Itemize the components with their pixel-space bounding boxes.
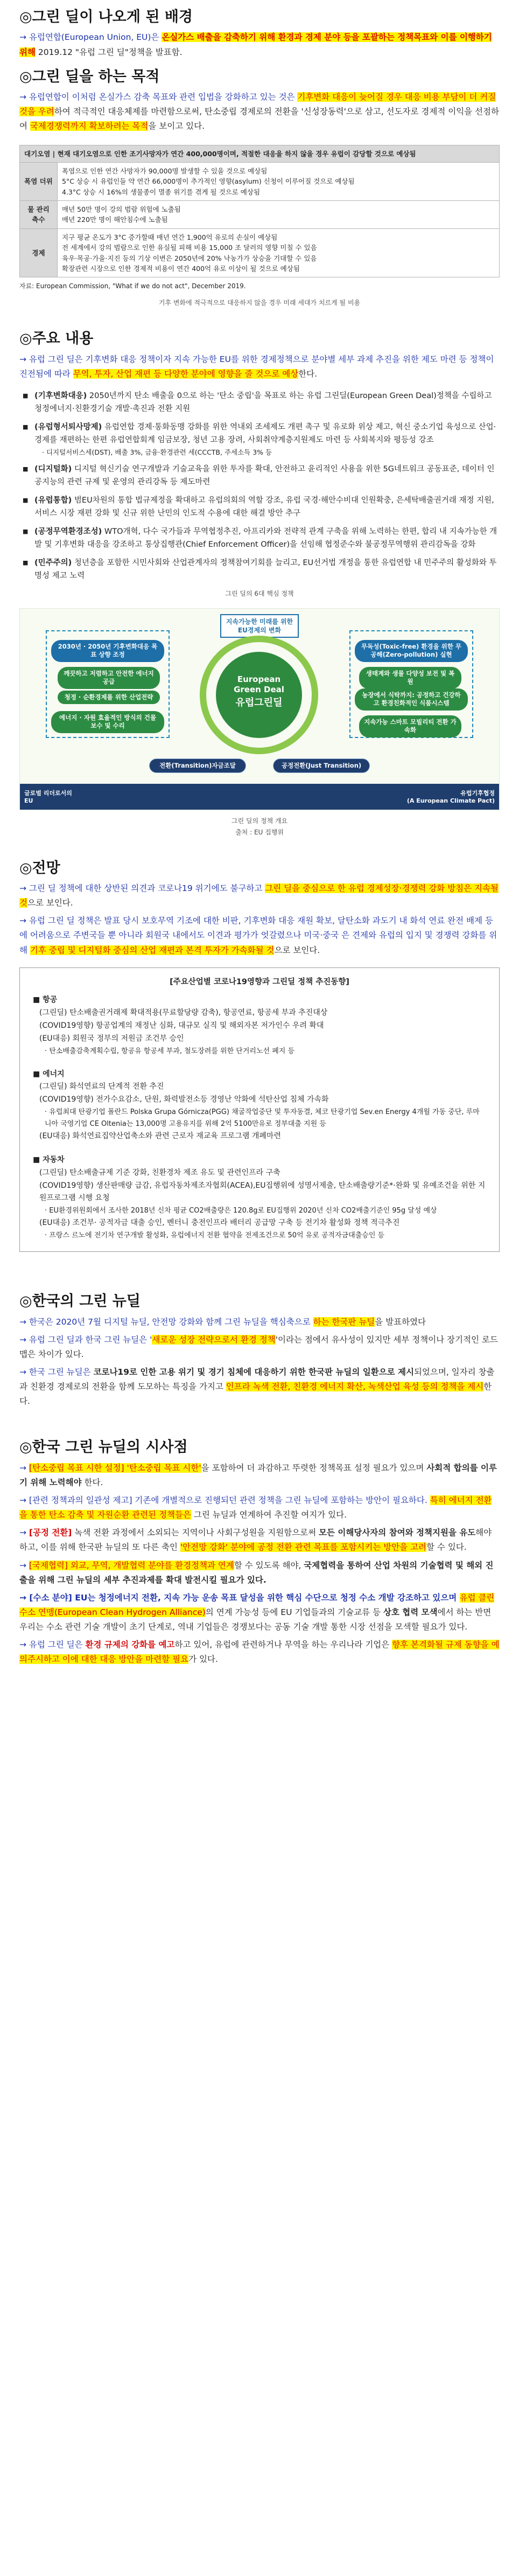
row-content bbox=[58, 201, 500, 229]
policy-line: (COVID19영향) 생산판매량 급감, 유럽자동차제조자협회(ACEA),EU집행위에 성명서제출, 탄소배출량기준*·완화 및 유예조건을 위한 지원프로그램 시행 요청 bbox=[39, 1181, 486, 1203]
highlight-text: 하는 한국판 뉴딜 bbox=[313, 1317, 375, 1327]
section-title-implications: ◎한국 그린 뉴딜의 시사점 bbox=[19, 1439, 188, 1456]
highlight-text: 특히 에너지 전환을 통한 탄소 감축 및 자원순환 관련된 정책들은 bbox=[19, 1495, 492, 1520]
list-item bbox=[34, 526, 500, 552]
bullet-text: 범EU차원의 통합 법규제정을 확대하고 유럽의회의 역할 강조, 유럽 국경·해안수비대 인원확충, 은세탁배출권거래 재정 지원, 서비스 시장 재편 강화 및 신규 위한 난민의 인도적 수용에 대한 해결 방안 추구 bbox=[34, 496, 494, 518]
row-content bbox=[58, 162, 500, 200]
bullet-subtext: · 디지털서비스세(DST), 배출 3%, 금융·환경관련 세(CCCTB, 주세소득 3% 등 bbox=[42, 448, 272, 456]
implication-paragraph-1: → [탄소중립 목표 시한 설정] '탄소중립 목표 시한'을 포함하여 더 과감하고 뚜렷한 정책목표 설정 필요가 있으며 사회적 합의를 이루기 위해 노력해야 한다. bbox=[19, 1463, 497, 1487]
policy-line: (COVID19영향) 전가수요감소, 단원, 화력발전소등 경영난 악화에 석탄산업 침체 가속화 bbox=[39, 1095, 329, 1104]
left-pill: 2030년 · 2050년 기후변화대응 목표 상향 조정 bbox=[51, 640, 164, 662]
highlight-text: [탄소중립 목표 시한 설정] '탄소중립 목표 시한' bbox=[29, 1463, 201, 1473]
bullet-head: (유럽형서퇴사망제) bbox=[34, 422, 102, 431]
section-title-purpose: ◎그린 딜을 하는 목적 bbox=[19, 68, 160, 85]
row-line: 매년 220만 명이 해안침수에 노출됨 bbox=[62, 215, 168, 224]
policy-line: (COVID19영향) 항공업계의 재정난 심화, 대규모 실직 및 해외자본 저가인수 우려 확대 bbox=[39, 1021, 324, 1030]
bullet-head: (공정무역환경조성) bbox=[34, 527, 102, 536]
paragraph-tail: 한다. bbox=[298, 368, 318, 379]
paragraph-text: 하여 적극적인 대응체제를 마련함으로써, 탄소중립 경제로의 전환을 '신성장동력'으로 삼고, 선도자로 경제적 이익을 선점하여 bbox=[19, 107, 499, 131]
list-item bbox=[34, 557, 500, 583]
paragraph-tail: 한다. bbox=[19, 1382, 492, 1407]
highlight-text: 새로운 성장 전략으로서 환경 정책 bbox=[152, 1334, 276, 1345]
paragraph-tail: '이라는 점에서 유사성이 있지만 세부 정책이나 장기적인 로드맵은 차이가 있다. bbox=[19, 1334, 498, 1359]
implication-paragraph-5: → [수소 분야] EU는 청정에너지 전환, 지속 가능 운송 목표 달성을 위한 핵심 수단으로 청정 수소 개발 강조하고 있으며 유럽 클린 수소 연맹(European Clean Hydrogen Alliance)의 연계 가능성 등에 EU 기업들과의 기술교류 등 상호 협력 모색에서 하는 반면 우리는 수소 관련 기술 개발이 초기 단계로, 역내 기업들은 경쟁보다는 공동 기술 개발 통한 시장 선점을 모색할 필요가 있다. bbox=[19, 1592, 495, 1632]
paragraph-lead: → 유럽연합이 이처럼 온실가스 감축 목표와 관련 입법을 강화하고 있는 것은 bbox=[19, 92, 298, 102]
bold-text: 코로나19로 인한 고용 위기 및 경기 침체에 대응하기 위한 한국판 뉴딜의 일환으로 제시 bbox=[93, 1367, 414, 1377]
highlight-text: 기후 중립 및 디지털화 중심의 산업 재편과 본격 투자가 가속화될 것 bbox=[30, 945, 275, 955]
highlight-text: 기후변화 대응이 늦어질 경우 대응 비용 부담이 더 커질 것을 우려 bbox=[19, 92, 496, 117]
bullet-head: (디지털화) bbox=[34, 465, 72, 474]
row-content bbox=[58, 228, 500, 277]
bold-text: 국제협력을 통하여 산업 차원의 기술협력 및 해외 진출을 위해 그린 뉴딜의 세부 추진과제를 확대 발전시킬 필요가 있다. bbox=[19, 1560, 494, 1585]
policy-bullet-list bbox=[19, 390, 500, 583]
row-label: 물 관리 축수 bbox=[20, 201, 58, 229]
bullet-text: 2050년까지 탄소 배출을 0으로 하는 '탄소 중립'을 목표로 하는 유럽 그린딜(European Green Deal)정책을 수립하고 청정에너지·친환경기술 개발·촉진과 전환 지원 bbox=[34, 391, 492, 413]
policy-line: (그린딜) 화석연료의 단계적 전환 추진 bbox=[39, 1082, 164, 1091]
paragraph-tail: 으로 보인다. bbox=[274, 945, 320, 955]
policy-line: (EU대응) 화석연료집약산업축소와 관련 근로자 재교육 프로그램 개폐마련 bbox=[39, 1132, 281, 1141]
table-source: 자료: European Commission, "What if we do not act", December 2019. bbox=[19, 282, 246, 290]
bullet-text: 유럽연합 경제·통화동맹 강화를 위한 역내외 조세제도 개편 촉구 및 유로화 위상 제고, 혁신 중소기업 육성으로 산업·경제를 재편하는 한편 유럽연합회계 임금보장, 청년 고용 장려, 사회취약계층지원제도 마련 등 사회복지와 평등성 강조 bbox=[34, 422, 496, 444]
implication-paragraph-3: → [공정 전환] 녹색 전환 과정에서 소외되는 지역이나 사회구성원을 지원함으로써 모든 이해당사자의 참여와 정책지원을 유도해야 하고, 이를 위해 한국판 뉴딜의 또 다른 축인 '안전망 강화' 분야에 공정 전환 관련 목표를 포함시키는 방안을 고려할 수 있다. bbox=[19, 1528, 492, 1552]
corner-label-left: 글로벌 리더로서의 EU bbox=[24, 790, 72, 805]
row-line: 4.3°C 상승 시 16%의 생물종이 멸종 위기를 겪게 될 것으로 예상됨 bbox=[62, 187, 261, 196]
highlight-text: 향후 본격화될 규제 동향을 예의주시하고 이에 대한 대응 방안을 마련할 필요 bbox=[19, 1640, 500, 1665]
purpose-paragraph bbox=[19, 90, 500, 134]
korea-paragraph-1 bbox=[19, 1315, 500, 1329]
highlight-text: '안전망 강화' 분야에 공정 전환 관련 목표를 포함시키는 방안을 고려 bbox=[180, 1542, 427, 1552]
policy-subline: · EU환경위원회에서 조사한 2018년 신차 평균 CO2배출량은 120.8g로 EU집행위 2020년 신차 CO2배출기준인 95g 달성 예상 bbox=[45, 1207, 437, 1215]
policy-line: (EU대응) 조건부· 공적자금 대출 승인, 벤터니 충전인프라 배터리 공급망 구축 등 전기차 활성화 정책 적극추진 bbox=[39, 1219, 400, 1228]
highlight-text: 온실가스 배출을 감축하기 위해 환경과 경제 분야 등을 포괄하는 정책목표와 이를 이행하기 위해 bbox=[19, 32, 492, 57]
paragraph-tail: 을 보이고 있다. bbox=[148, 121, 205, 131]
row-line: 지구 평균 온도가 3°C 증가할때 매년 연간 1,900억 유로의 손실이 예상됨 bbox=[62, 233, 278, 241]
outlook-paragraph-1 bbox=[19, 881, 500, 910]
section-title-outlook: ◎전망 bbox=[19, 859, 60, 876]
implication-paragraph-2: → [관련 정책과의 일관성 제고] 기존에 개별적으로 진행되던 관련 정책을 그린 뉴딜에 포함하는 방안이 필요하다. 특히 에너지 전환을 통한 탄소 감축 및 자원순환 관련된 정책들은 그린 뉴딜과 연계하여 추진할 여지가 있다. bbox=[19, 1495, 492, 1520]
paragraph-lead: → 유럽 그린 딜은 기후변화 대응 정책이자 지속 가능한 EU를 위한 경제정책으로 분야별 세부 과제 추진을 위한 제도 마련 등 정책이 진전됨에 따라 bbox=[19, 354, 494, 379]
row-line: 매년 50만 명이 강의 범람 위험에 노출됨 bbox=[62, 205, 181, 213]
table-row bbox=[20, 228, 500, 277]
left-pill: 깨끗하고 저렴하고 안전한 에너지 공급 bbox=[58, 667, 160, 689]
policy-line: (그린딜) 탄소배출규제 기준 강화, 친환경차 제조 유도 및 관련인프라 구축 bbox=[39, 1168, 280, 1177]
bullet-text: WTO개혁, 다수 국가들과 무역협정추진, 아프리카와 전략적 관계 구축을 위해 노력하는 한편, 합리 내 지속가능한 개발 및 기후변화 대응을 강조하고 통상집행관(Chief Enforcement Officer)을 선임해 협정준수와 불공정무역행위 관리감독을 강화 bbox=[34, 527, 497, 549]
policy-subline: · 유럽최대 탄광기업 폴란드 Polska Grupa Górnicza(PGG) 채굴작업중단 및 투자동결, 체코 탄광기업 Sev.en Energy 4개월 가동 중단, 루마니아 국영기업 CE Oltenia는 13,000명 고용유지를 위해 2억 5100만유로 정부대출 지원 등 bbox=[45, 1108, 480, 1129]
outlook-paragraph-2 bbox=[19, 914, 500, 957]
list-item bbox=[34, 421, 500, 458]
left-pill: 에너지 · 자원 효율적인 방식의 건물 보수 및 수리 bbox=[51, 711, 164, 733]
section-title-main-content: ◎주요 내용 bbox=[19, 330, 94, 347]
list-item bbox=[34, 495, 500, 520]
red-text: [공정 전환] bbox=[29, 1528, 72, 1538]
bottom-left-pill: 전환(Transition)자금조달 bbox=[149, 758, 246, 774]
paragraph-lead: → 한국 그린 뉴딜은 bbox=[19, 1367, 94, 1377]
row-line: 확장관련 시장으로 인한 경제적 비용이 연간 400억 유로 이상이 될 것으로 예상됨 bbox=[62, 264, 300, 273]
paragraph-tail: 2019.12 "유럽 그린 딜"정책을 발표함. bbox=[35, 47, 183, 57]
row-label: 폭염 더위 bbox=[20, 162, 58, 200]
list-item bbox=[34, 463, 500, 489]
policy-subline: · 프랑스 르노에 전기차 연구개발 활성화, 유럽에너지 전환 협약을 전제조건으로 50억 유로 공적자금대출승인 등 bbox=[45, 1231, 385, 1240]
policy-summary-box bbox=[19, 967, 500, 1252]
highlight-text: 인프라 녹색 전환, 친환경 에너지 확산, 녹색산업 육성 등의 정책을 제시 bbox=[226, 1382, 484, 1392]
highlight-text: 무역, 투자, 산업 재편 등 다양한 분야에 영향을 줄 것으로 예상 bbox=[73, 368, 299, 379]
bold-text: 사회적 합의를 이루기 위해 노력해야 bbox=[19, 1463, 497, 1487]
policy-subline: · 탄소배출감축계획수립, 항공유 항공세 부과, 철도장려를 위한 단거리노선 폐지 등 bbox=[45, 1047, 295, 1055]
bold-text: 모든 이해당사자의 참여와 정책지원을 유도 bbox=[319, 1528, 476, 1538]
paragraph-text: 되었으며, 일자리 창출과 친환경 경제로의 전환을 함께 도모하는 특징을 가지고 bbox=[19, 1367, 495, 1392]
policy-category: ■ 자동차 bbox=[33, 1154, 486, 1167]
right-pill: 농장에서 식탁까지: 공정하고 건강하고 환경친화적인 식품시스템 bbox=[355, 688, 468, 711]
diagram-title: 그린 딜의 6대 핵심 정책 bbox=[225, 589, 294, 597]
red-text: 환경 규제의 강화를 예고 bbox=[85, 1640, 175, 1650]
highlight-text: 국제경쟁력까지 확보하려는 목적 bbox=[30, 121, 149, 131]
main-content-paragraph bbox=[19, 352, 500, 381]
policy-line: (그린딜) 탄소배출권거래제 확대적용(무료할당량 감축), 항공연료, 항공세 부과 추진대상 bbox=[39, 1008, 328, 1018]
table-caption: 기후 변화에 적극적으로 대응하지 않을 경우 미래 세대가 치르게 될 비용 bbox=[158, 299, 361, 307]
center-label-3: 유럽그린딜 bbox=[235, 697, 283, 708]
row-line: 전 세계에서 강의 범람으로 인한 유실될 피해 비용 15,000 조 달러의 영향 미칠 수 있음 bbox=[62, 243, 317, 252]
paragraph-lead: → 그린 딜 정책에 대한 상반된 의견과 코로나19 위기에도 불구하고 bbox=[19, 883, 265, 894]
cost-table bbox=[19, 145, 500, 278]
center-label-1: European bbox=[237, 674, 281, 684]
paragraph-lead: → 유럽연합(European Union, EU)은 bbox=[19, 32, 162, 43]
bullet-text: 청년층을 포함한 시민사회와 산업관계자의 정책참여기회를 늘리고, EU선거법 개정을 통한 유럽연합 내 민주주의 활성화와 투명성 제고 노력 bbox=[34, 558, 497, 580]
right-pill: 지속가능 스마트 모빌리티 전환 가속화 bbox=[359, 715, 461, 737]
bullet-head: (기후변화대응) bbox=[34, 391, 87, 400]
bullet-head: (민주주의) bbox=[34, 558, 72, 567]
bullet-text: 디지털 혁신기술 연구개발과 기술교육을 위한 투자를 확대, 안전하고 윤리적인 사용을 위한 5G네트워크 공동표준, 데이터 인공지능의 관련 규제 및 운영의 관리강독 등 제도마련 bbox=[34, 465, 495, 487]
corner-label-right: 유럽기후협정 (A European Climate Pact) bbox=[406, 790, 495, 805]
implication-paragraph-6: → 유럽 그린 딜은 환경 규제의 강화를 예고하고 있어, 유럽에 관련하거나 무역을 하는 우리나라 기업은 향후 본격화될 규제 동향을 예의주시하고 이에 대한 대응 방안을 마련할 필요가 있다. bbox=[19, 1640, 500, 1665]
korea-paragraph-2 bbox=[19, 1333, 500, 1362]
green-deal-diagram bbox=[19, 608, 500, 810]
row-label: 경제 bbox=[20, 228, 58, 277]
diagram-caption: 그린 딜의 정책 개요 출처 : EU 집행위 bbox=[231, 817, 288, 836]
highlight-text: 유럽 클린 수소 연맹(European Clean Hydrogen Alliance) bbox=[19, 1592, 495, 1617]
paragraph-lead: → 유럽 그린 딜 정책은 발표 당시 보호무역 기조에 대한 비판, 기후변화 대응 재원 확보, 달탄소화 과도기 내 화석 연료 완전 배제 등에 어려움으로 주변국들 뿐 아니라 회원국 내에서도 이견과 평가가 엇갈렸으나 미국·중국 은 견제와 유럽의 입지 및 경쟁력 강화를 위해 bbox=[19, 916, 497, 955]
diagram-top-label: 지속가능한 미래를 위한 EU경제의 변화 bbox=[220, 614, 299, 638]
policy-box-title: [주요산업별 코로나19영향과 그린딜 정책 추진동향] bbox=[170, 977, 349, 986]
korea-paragraph-3 bbox=[19, 1365, 500, 1409]
implication-paragraph-4: → [국제협력] 외교, 무역, 개발협력 분야를 환경정책과 연계할 수 있도록 해야, 국제협력을 통하여 산업 차원의 기술협력 및 해외 진출을 위해 그린 뉴딜의 세부 추진과제를 확대 발전시킬 필요가 있다. bbox=[19, 1560, 494, 1585]
policy-category: ■ 항공 bbox=[33, 994, 486, 1007]
center-label-2: Green Deal bbox=[234, 685, 284, 695]
right-pill: 생태계와 생물 다양성 보전 및 복원 bbox=[359, 667, 461, 689]
row-line: 폭염으로 인한 연간 사망자가 90,000명 발생할 수 있을 것으로 예상됨 bbox=[62, 166, 268, 175]
paragraph-tail: 으로 보인다. bbox=[27, 898, 73, 908]
right-pill: 무독성(Toxic-free) 환경을 위한 무공해(Zero-pollution) 실현 bbox=[355, 640, 468, 662]
paragraph-lead: → 한국은 2020년 7월 디지털 뉴딜, 안전망 강화와 함께 그린 뉴딜을 핵심축으로 bbox=[19, 1317, 313, 1327]
bottom-right-pill: 공정전환(Just Transition) bbox=[273, 758, 370, 774]
green-deal-circle bbox=[216, 652, 302, 738]
policy-line: (EU대응) 회원국 정부의 저원금 조건부 승인 bbox=[39, 1034, 184, 1043]
left-pill: 청정 · 순환경제를 위한 산업전략 bbox=[58, 691, 160, 705]
table-row bbox=[20, 162, 500, 200]
paragraph-lead: → 유럽 그린 딜과 한국 그린 뉴딜은 ' bbox=[19, 1334, 152, 1345]
section-title-background: ◎그린 딜이 나오게 된 배경 bbox=[19, 9, 193, 25]
table-header: 대기오염 | 현재 대기오염으로 인한 조기사망자가 연간 400,000명이며, 적절한 대응을 하지 않을 경우 유럽이 감당할 것으로 예상됨 bbox=[20, 145, 500, 162]
highlight-text: [국제협력] 외교, 무역, 개발협력 분야를 환경정책과 연계 bbox=[29, 1560, 234, 1570]
list-item bbox=[34, 390, 500, 416]
table-row bbox=[20, 201, 500, 229]
background-paragraph bbox=[19, 30, 500, 59]
row-line: 육우·목공·가을·지진 등의 기상 이변은 2050년에 20% 낙농가가 상승을 기대할 수 있음 bbox=[62, 254, 317, 262]
bold-text: 상호 협력 모색 bbox=[383, 1607, 438, 1617]
bullet-head: (유럽통합) bbox=[34, 496, 72, 505]
paragraph-tail: 을 발표하였다 bbox=[375, 1317, 426, 1327]
highlight-text: 그린 딜을 중심으로 한 유럽 경제성장·경쟁력 강화 방침은 지속될 것 bbox=[19, 883, 499, 908]
policy-category: ■ 에너지 bbox=[33, 1068, 486, 1081]
row-line: 5°C 상승 시 유럽인들 약 연간 66,000명이 추가적인 영향(asylum) 신청이 이루어질 것으로 예상됨 bbox=[62, 177, 355, 186]
section-title-korea-new-deal: ◎한국의 그린 뉴딜 bbox=[19, 1293, 141, 1310]
